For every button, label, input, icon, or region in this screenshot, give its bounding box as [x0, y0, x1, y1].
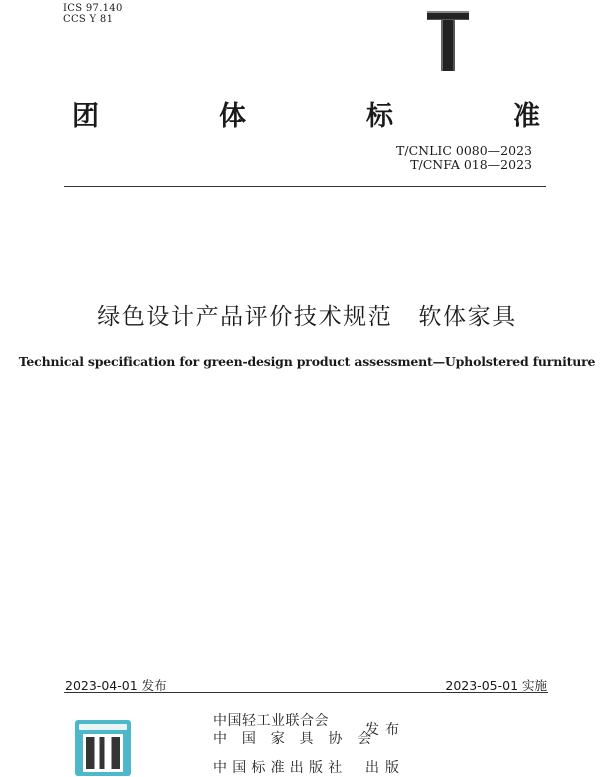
- chinese-title: [0, 298, 600, 331]
- issue-action: 发布: [365, 722, 405, 738]
- standard-type-heading: [72, 94, 540, 132]
- issuing-organizations: [213, 712, 405, 777]
- chinese-title-main: 绿色设计产品评价技术规范: [97, 304, 393, 330]
- publish-date: 2023-04-01 发布: [65, 678, 167, 693]
- standard-number-cnfa: T/CNFA 018—2023: [410, 157, 532, 172]
- standard-numbers: [396, 144, 532, 172]
- bottom-divider: [64, 692, 548, 693]
- publisher-action: 出版: [365, 760, 405, 776]
- standard-type-char: 体: [219, 101, 246, 132]
- ccs-code: CCS Y 81: [63, 14, 114, 25]
- publisher-name: 中国标准出版社: [213, 760, 348, 776]
- classification-codes: [63, 3, 123, 25]
- standard-number-cnlic: T/CNLIC 0080—2023: [396, 143, 532, 158]
- standard-type-char: 标: [366, 101, 393, 132]
- implement-date: 2023-05-01 实施: [445, 678, 547, 693]
- top-divider: [64, 186, 546, 187]
- issuer-cnfa: 中 国 家 具 协 会: [213, 731, 377, 747]
- ics-code: ICS 97.140: [63, 3, 123, 14]
- chinese-title-sub: 软体家具: [418, 304, 517, 330]
- standard-type-char: 准: [513, 101, 540, 132]
- english-title: Technical specification for green-design product assessment—Upholstered furniture: [18, 354, 596, 369]
- issuer-cnlic: 中国轻工业联合会: [213, 713, 329, 729]
- standard-type-char: 团: [72, 101, 99, 132]
- t-logo-icon: [424, 11, 472, 71]
